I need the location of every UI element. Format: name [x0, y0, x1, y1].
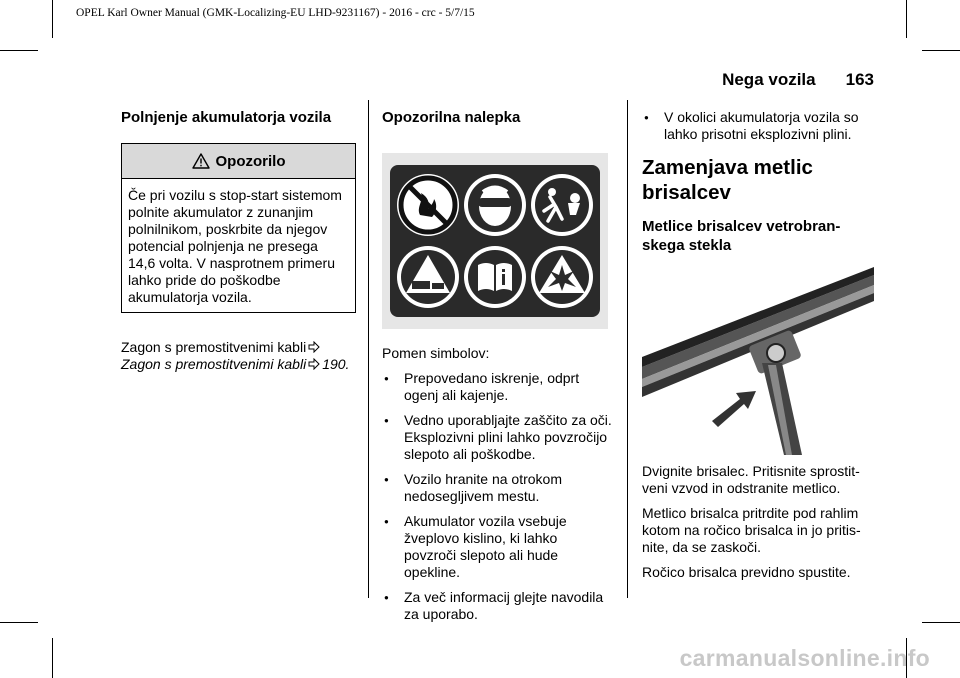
column-2: [382, 104, 612, 631]
crop-mark: [922, 622, 960, 623]
symbol-legend-list: [382, 370, 612, 623]
no-fire-icon: [397, 174, 459, 236]
read-manual-icon: [464, 246, 526, 308]
subsection-heading: Metlice brisalcev vetrobran-skega stekla: [642, 218, 841, 254]
xref-arrow-icon: [308, 341, 320, 353]
legend-intro: Pomen simbolov:: [382, 345, 490, 361]
column-divider: [368, 100, 369, 598]
warning-header: [122, 144, 355, 179]
section-title: Nega vozila: [722, 70, 816, 89]
explosion-icon: [531, 246, 593, 308]
acid-icon: [397, 246, 459, 308]
crop-mark: [922, 50, 960, 51]
list-item: ● Vedno uporabljajte zaščito za oči. Eksplozivni plini lahko povzročijo slepoto ali poškodbe.: [382, 412, 612, 463]
paragraph: Metlico brisalca pritrdite pod rahlim kotom na ročico brisalca in jo pritis-nite, da se zaskoči.: [642, 505, 861, 555]
crop-mark: [906, 0, 907, 38]
crop-mark: [52, 638, 53, 678]
section-heading: Opozorilna nalepka: [382, 109, 521, 126]
section-heading: Zamenjava metlic brisalcev: [642, 156, 813, 204]
list-item: ● V okolici akumulatorja vozila so lahko prisotni eksplozivni plini.: [642, 109, 876, 143]
warning-title: Opozorilo: [215, 152, 286, 170]
xref-arrow-icon: [308, 358, 320, 370]
column-divider: [627, 100, 628, 598]
wiper-illustration: [642, 267, 874, 455]
jump-start-text: Zagon s premostitvenimi kabli: [121, 339, 307, 355]
section-heading: Polnjenje akumulatorja vozila: [121, 109, 332, 126]
column-3: [642, 104, 876, 581]
running-header: [722, 70, 874, 90]
jump-start-ref[interactable]: [121, 356, 356, 373]
column-1: [121, 104, 356, 373]
watermark: carmanualsonline.info: [679, 645, 930, 671]
list-item: ● Akumulator vozila vsebuje žveplovo kislino, ki lahko povzroči slepoto ali hude opekline.: [382, 513, 612, 581]
crop-mark: [52, 0, 53, 38]
document-meta: OPEL Karl Owner Manual (GMK-Localizing-EU LHD-9231167) - 2016 - crc - 5/7/15: [76, 7, 475, 19]
jump-start-ref-page: 190.: [322, 356, 350, 372]
paragraph: Dvignite brisalec. Pritisnite sprostit-veni vzvod in odstranite metlico.: [642, 463, 860, 496]
list-item: ● Vozilo hranite na otrokom nedosegljivem mestu.: [382, 471, 612, 505]
warning-box: [121, 143, 356, 313]
list-item: ● Prepovedano iskrenje, odprt ogenj ali kajenje.: [382, 370, 612, 404]
jump-start-ref-title: Zagon s premostitvenimi kabli: [121, 356, 307, 372]
warning-triangle-icon: [192, 153, 210, 169]
symbol-legend-list-continued: [642, 109, 876, 143]
eye-protection-icon: [464, 174, 526, 236]
warning-text: Če pri vozilu s stop-start sistemom polnite akumulator z zunanjim polnilnikom, poskrbite da njegov potencial polnjenja ne presega 14,6 volta. V nasprotnem primeru lahko pride do poškodbe akumulatorja vozila.: [128, 187, 342, 305]
list-item: ● Za več informacij glejte navodila za uporabo.: [382, 589, 612, 623]
paragraph: Ročico brisalca previdno spustite.: [642, 564, 851, 580]
keep-children-away-icon: [531, 174, 593, 236]
warning-label-image: [382, 153, 608, 329]
crop-mark: [0, 622, 38, 623]
jump-start-line: [121, 339, 356, 356]
crop-mark: [0, 50, 38, 51]
wiper-blade-image: [642, 267, 874, 455]
warning-label-panel: [390, 165, 600, 317]
page-number: 163: [845, 70, 874, 89]
